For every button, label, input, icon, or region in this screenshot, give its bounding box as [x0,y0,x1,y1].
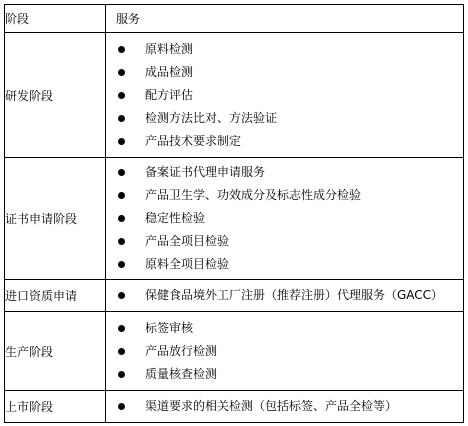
service-label: 配方评估 [145,87,194,102]
service-list [106,395,463,418]
list-item [106,395,463,418]
services-cell [106,280,464,312]
service-label: 保健食品境外工厂注册（推荐注册）代理服务（GACC） [145,288,444,302]
service-list [106,284,463,307]
list-item [106,161,463,184]
bullet-icon [118,169,125,176]
services-table [4,4,464,423]
service-label: 产品全项目检验 [145,234,230,248]
table-row-import [5,280,464,312]
table-row-certificate [5,158,464,280]
bullet-icon [118,292,125,299]
list-item [106,184,463,207]
list-item [106,363,463,386]
bullet-icon [118,115,125,122]
stage-cell: 证书申请阶段 [5,158,106,280]
service-label: 质量核查检测 [145,366,218,381]
service-label: 标签审核 [145,320,194,335]
list-item [106,38,463,61]
table-row-rnd [5,33,464,158]
stage-cell: 研发阶段 [5,33,106,158]
service-label: 产品放行检测 [145,343,218,358]
stage-cell: 生产阶段 [5,312,106,391]
bullet-icon [118,92,125,99]
bullet-icon [118,403,125,410]
bullet-icon [118,261,125,268]
list-item [106,230,463,253]
service-label: 产品卫生学、功效成分及标志性成分检验 [145,188,362,202]
list-item [106,61,463,84]
bullet-icon [118,238,125,245]
stage-cell: 进口资质申请 [5,280,106,312]
list-item [106,317,463,340]
table-row-market [5,391,464,423]
bullet-icon [118,46,125,53]
service-list [106,317,463,386]
service-label: 备案证书代理申请服务 [145,165,266,179]
service-label: 产品技术要求制定 [145,133,242,148]
stage-cell: 上市阶段 [5,391,106,423]
service-column-header: 服务 [106,5,464,33]
table-row-production [5,312,464,391]
list-item [106,340,463,363]
list-item [106,284,463,307]
bullet-icon [118,192,125,199]
service-label: 稳定性检验 [145,211,206,225]
stage-column-header: 阶段 [5,5,106,33]
services-cell [106,312,464,391]
bullet-icon [118,348,125,355]
list-item [106,107,463,130]
list-item [106,207,463,230]
header-row [5,5,464,33]
services-cell [106,33,464,158]
services-cell [106,391,464,423]
services-cell [106,158,464,280]
list-item [106,253,463,276]
service-label: 原料全项目检验 [145,257,230,271]
service-label: 成品检测 [145,64,194,79]
list-item [106,84,463,107]
bullet-icon [118,215,125,222]
service-list [106,38,463,153]
service-label: 渠道要求的相关检测（包括标签、产品全检等） [145,399,398,413]
list-item [106,130,463,153]
bullet-icon [118,69,125,76]
bullet-icon [118,371,125,378]
bullet-icon [118,325,125,332]
service-label: 原料检测 [145,41,194,56]
service-list [106,161,463,276]
service-label: 检测方法比对、方法验证 [145,110,278,125]
bullet-icon [118,138,125,145]
